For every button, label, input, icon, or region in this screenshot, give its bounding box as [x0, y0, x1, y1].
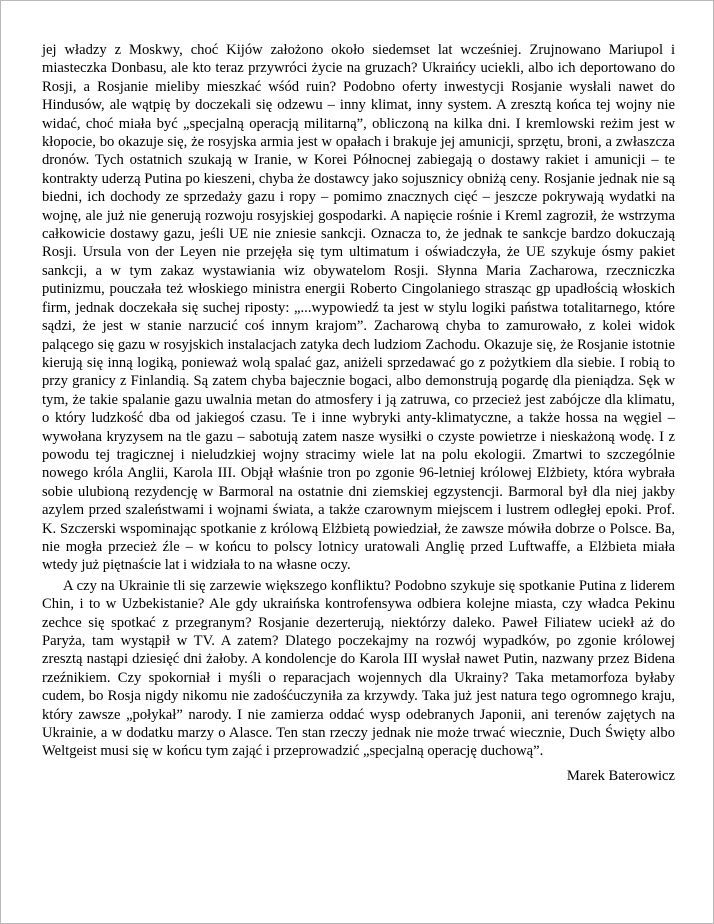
article-paragraph-1: jej władzy z Moskwy, choć Kijów założono około siedemset lat wcześniej. Zrujnowano Mariupol i miasteczka Donbasu, ale kto teraz przywróci życie na gruzach? Ukraińcy uciekli, albo ich deportowano do Rosji, a Rosjanie mieliby mieszkać wśód ruin? Podobno oferty inwestycji Rosjanie wysłali nawet do Hindusów, ale wątpię by doczekali się odzewu – inny klimat, inny system. A zresztą końca tej wojny nie widać, choć miała być „specjalną operacją militarną”, obliczoną na kilka dni. I kremlowski reżim jest w kłopocie, bo okazuje się, że rosyjska armia jest w opałach i brakuje jej amunicji, sprzętu, broni, a zwłaszcza dronów. Tych ostatnich szukają w Iranie, w Korei Północnej zabiegają o dostawy rakiet i amunicji – te kontrakty uderzą Putina po kieszeni, chyba że dostawcy jako sojusznicy obniżą ceny. Rosjanie jednak nie są biedni, ich dochody ze sprzedaży gazu i ropy – pomimo znacznych cięć – jeszcze pokrywają wydatki na wojnę, ale już nie generują rozwoju rosyjskiej gospodarki. A napięcie rośnie i Kreml zagroził, że wstrzyma całkowicie dostawy gazu, jeśli UE nie zniesie sankcji. Oznacza to, że jednak te sankcje bardzo dokuczają Rosji. Ursula von der Leyen nie przejęła się tym ultimatum i oświadczyła, że UE szykuje ósmy pakiet sankcji, a w tym zakaz wystawiania wiz obywatelom Rosji. Słynna Maria Zacharowa, rzeczniczka putinizmu, pouczała też włoskiego ministra energii Roberto Cingolaniego strasząc gp upadłością włoskich firm, jednak doczekała się suchej riposty: „...wypowiedź ta jest w stylu logiki państwa totalitarnego, które sądzi, że jest w stanie narzucić coś innym krajom”. Zacharową chyba to zamurowało, z kolei widok palącego się gazu w rosyjskich instalacjach zatyka dech ludziom Zachodu. Okazuje się, że Rosjanie istotnie kierują się inną logiką, ponieważ wolą spalać gaz, aniżeli sprzedawać go z pożytkiem dla siebie. I robią to przy granicy z Finlandią. Są zatem chyba bajecznie bogaci, albo demonstrują pogardę dla pieniądza. Sęk w tym, że takie spalanie gazu uwalnia metan do atmosfery i ją zatruwa, co przecież jest zabójcze dla klimatu, o który ludzkość dba od jakiegoś czasu. Te i inne wybryki anty-klimatyczne, a także hossa na węgiel – wywołana kryzysem na tle gazu – sabotują zatem nasze wysiłki o czyste powietrze i nieskażoną wodę. I z powodu tej tragicznej i nieludzkiej wojny stracimy wiele lat na polu ekologii. Zmartwi to szczególnie nowego króla Anglii, Karola III. Objął właśnie tron po zgonie 96-letniej królowej Elżbiety, która wybrała sobie ulubioną rezydencję w Barmoral na ostatnie dni ziemskiej egzystencji. Barmoral był dla niej jakby azylem przed szaleństwami i wojnami świata, a także czarownym miejscem i lustrem odległej epoki. Prof. K. Szczerski wspominając spotkanie z królową Elżbietą powiedział, że zawsze mówiła dobrze o Polsce. Ba, nie mogła przecież źle – w końcu to polscy lotnicy uratowali Anglię przed Luftwaffe, a Elżbieta miała wtedy już piętnaście lat i widziała to na własne oczy.	[42, 42, 675, 574]
article-paragraph-2: A czy na Ukrainie tli się zarzewie większego konfliktu? Podobno szykuje się spotkanie Putina z liderem Chin, i to w Uzbekistanie? Ale gdy ukraińska kontrofensywa odbiera kolejne miasta, czy władca Pekinu zechce się spotkać z przegranym? Rosjanie dezerterują, niektórzy daleko. Paweł Filiatew uciekł aż do Paryża, tam wystąpił w TV. A zatem? Dlatego poczekajmy na rozwój wypadków, po zgonie królowej zresztą nastąpi dziesięć dni żałoby. A kondolencje do Karola III wysłał nawet Putin, nazwany przez Bidena rzeźnikiem. Czy spokorniał i myśli o reparacjach wojennych dla Ukrainy? Taka metamorfoza byłaby cudem, bo Rosja nigdy nikomu nie zadośćuczyniła za krzywdy. Taka już jest natura tego ogromnego kraju, który zawsze „połykał” narody. I nie zamierza oddać wysp odebranych Japonii, ani terenów zajętych na Ukrainie, a w dodatku marzy o Alasce. Ten stan rzeczy jednak nie może trwać wiecznie, Duch Święty albo Weltgeist musi się w końcu tym zająć i przeprowadzić „specjalną operację duchową”.	[42, 577, 675, 760]
author-signature: Marek Baterowicz	[566, 767, 675, 784]
article-body	[42, 41, 675, 785]
